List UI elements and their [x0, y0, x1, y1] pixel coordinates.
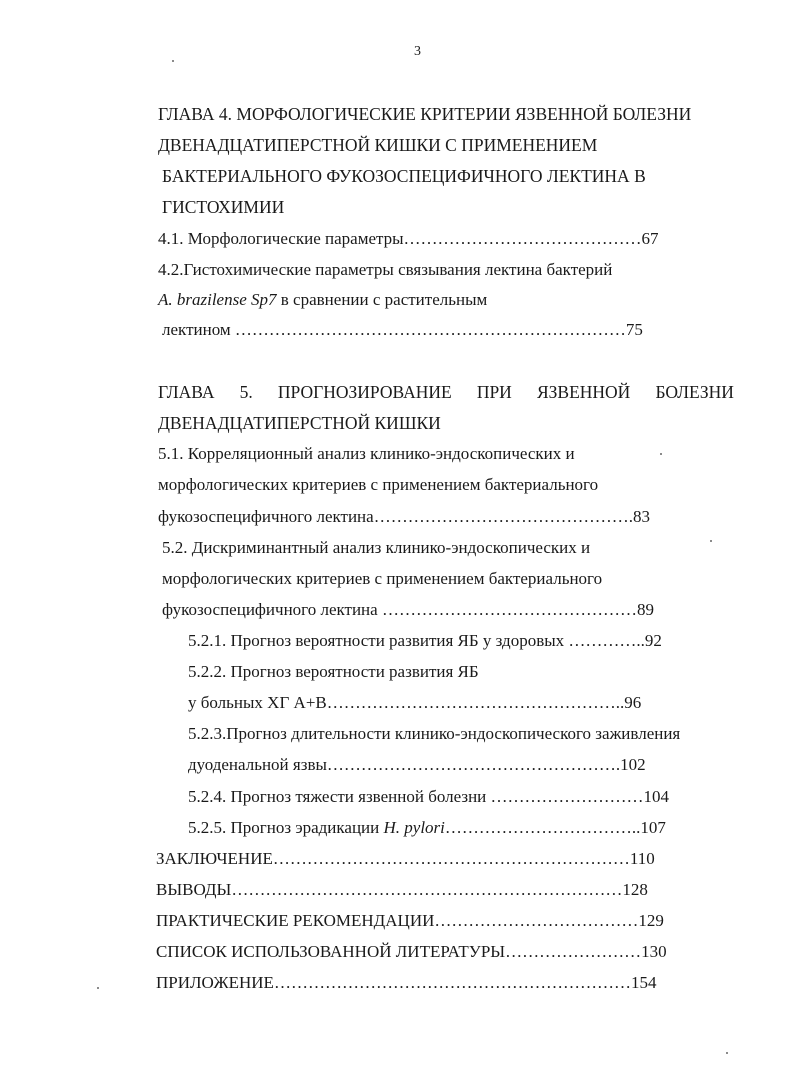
toc-entry-5-2-line-3: фукозоспецифичного лектина ………………………………………89 [162, 600, 654, 619]
chapter-5-title-line-2: ДВЕНАДЦАТИПЕРСТНОЙ КИШКИ [158, 413, 441, 433]
chapter-4-title-line-4: ГИСТОХИМИИ [162, 197, 285, 217]
toc-entry-4-2-line-1: 4.2.Гистохимические параметры связывания лектина бактерий [158, 260, 613, 279]
toc-entry-4-2-line-2: A. brazilense Sp7 в сравнении с растительным [158, 290, 488, 309]
chapter-5-title-line-1: ГЛАВА 5. ПРОГНОЗИРОВАНИЕ ПРИ ЯЗВЕННОЙ БОЛЕЗНИ [158, 382, 734, 402]
toc-entry-5-1-line-1: 5.1. Корреляционный анализ клинико-эндоскопических и [158, 444, 575, 463]
toc-section-findings: ВЫВОДЫ……………………………………………………………128 [156, 880, 648, 899]
toc-section-appendix: ПРИЛОЖЕНИЕ………………………………………………………154 [156, 973, 657, 992]
toc-entry-5-2-3-line-1: 5.2.3.Прогноз длительности клинико-эндоскопического заживления [188, 724, 681, 743]
toc-entry-5-2-1: 5.2.1. Прогноз вероятности развития ЯБ у здоровых …………..92 [188, 631, 662, 650]
toc-entry-5-2-line-2: морфологических критериев с применением бактериального [162, 569, 603, 588]
chapter-4-title-line-3: БАКТЕРИАЛЬНОГО ФУКОЗОСПЕЦИФИЧНОГО ЛЕКТИНА В [162, 166, 646, 186]
toc-entry-5-2-4: 5.2.4. Прогноз тяжести язвенной болезни ………………………104 [188, 787, 670, 806]
toc-section-conclusion: ЗАКЛЮЧЕНИЕ………………………………………………………110 [156, 849, 655, 868]
scan-speck [660, 453, 662, 455]
scan-speck [172, 60, 174, 62]
scan-speck [97, 987, 99, 989]
toc-entry-5-2-3-line-2: дуоденальной язвы…………………………………………….102 [188, 755, 646, 774]
toc-entry-5-2-2-line-1: 5.2.2. Прогноз вероятности развития ЯБ [188, 662, 479, 681]
toc-entry-5-2-line-1: 5.2. Дискриминантный анализ клинико-эндоскопических и [162, 538, 591, 557]
toc-entry-5-1-line-3: фукозоспецифичного лектина……………………………………….83 [158, 507, 650, 526]
page-number: 3 [414, 44, 421, 59]
toc-entry-5-2-2-line-2: у больных ХГ А+В……………………………………………..96 [188, 693, 642, 712]
toc-entry-5-2-5: 5.2.5. Прогноз эрадикации H. pylori……………………………..107 [188, 818, 666, 837]
toc-section-references: СПИСОК ИСПОЛЬЗОВАННОЙ ЛИТЕРАТУРЫ……………………130 [156, 942, 667, 961]
chapter-4-title-line-1: ГЛАВА 4. МОРФОЛОГИЧЕСКИЕ КРИТЕРИИ ЯЗВЕННОЙ БОЛЕЗНИ [158, 104, 692, 124]
toc-section-recommendations: ПРАКТИЧЕСКИЕ РЕКОМЕНДАЦИИ………………………………129 [156, 911, 664, 930]
chapter-4-title-line-2: ДВЕНАДЦАТИПЕРСТНОЙ КИШКИ С ПРИМЕНЕНИЕМ [158, 135, 598, 155]
scan-speck [726, 1052, 728, 1054]
pathogen-name: H. pylori [383, 818, 445, 837]
toc-entry-4-1: 4.1. Морфологические параметры……………………………………67 [158, 229, 659, 248]
species-name: A. brazilense Sp7 [158, 290, 277, 309]
scan-speck [710, 540, 712, 542]
toc-entry-5-1-line-2: морфологических критериев с применением бактериального [158, 475, 599, 494]
toc-entry-4-2-line-3: лектином ……………………………………………………………75 [162, 320, 643, 339]
